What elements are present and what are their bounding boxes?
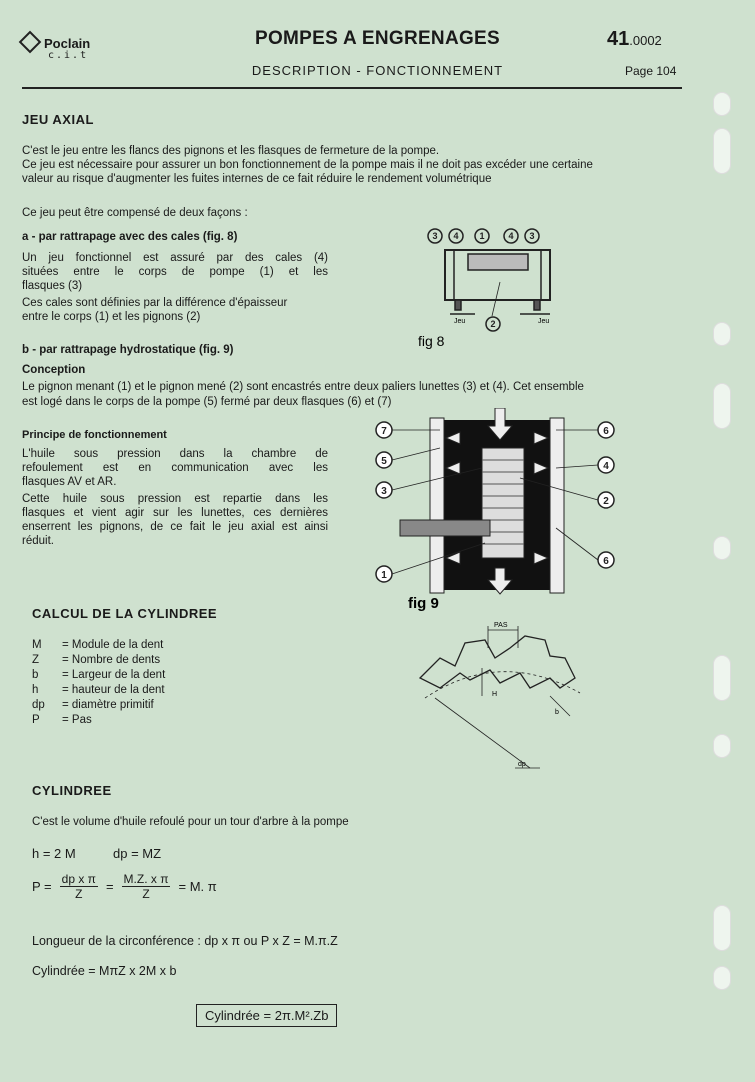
formula-part: = M. π (178, 879, 217, 894)
formula-dp: dp = MZ (113, 846, 162, 861)
document-number (607, 28, 662, 51)
binder-hole (713, 536, 731, 560)
label-6: 6 (603, 556, 609, 567)
label-7: 7 (381, 426, 387, 437)
gear-tooth-diagram (410, 618, 600, 778)
text-line: Un jeu fonctionnel est assuré par des cales (4) (22, 252, 328, 264)
label-1: 1 (381, 570, 387, 581)
denominator: Z (142, 887, 150, 901)
formula-h: h = 2 M (32, 846, 76, 861)
binder-hole (713, 655, 731, 701)
page-title: POMPES A ENGRENAGES (255, 28, 500, 49)
text-line: réduit. (22, 535, 54, 547)
binder-hole (713, 128, 731, 174)
definition: = Nombre de dents (62, 654, 161, 666)
text-line: situées entre le corps de pompe (1) et les (22, 266, 328, 278)
denominator: Z (75, 887, 83, 901)
text-line: flasques (3) (22, 280, 83, 292)
subheading-b: b - par rattrapage hydrostatique (fig. 9) (22, 344, 234, 356)
logo-text: Poclain (44, 36, 91, 51)
text-line: L'huile sous pression dans la chambre de (22, 448, 328, 460)
paragraph: Ce jeu peut être compensé de deux façons : (22, 207, 248, 219)
subheading-principe: Principe de fonctionnement (22, 429, 167, 441)
text-line: Le pignon menant (1) et le pignon mené (2) sont encastrés entre deux paliers lunettes (3) et (4). Cet ensemble (22, 381, 584, 393)
text-line: flasques et vient agir sur les lunettes, ces dernières (22, 507, 328, 519)
label-5: 5 (381, 456, 387, 467)
symbol: P (32, 714, 40, 726)
page-subtitle: DESCRIPTION - FONCTIONNEMENT (251, 63, 504, 78)
subheading-a: a - par rattrapage avec des cales (fig. 8) (22, 231, 238, 243)
pas-label: PAS (494, 622, 508, 629)
symbol: M (32, 639, 42, 651)
label-4: 4 (603, 461, 609, 472)
label-4: 4 (453, 231, 459, 241)
h-label: H (492, 691, 498, 698)
paragraph: C'est le jeu entre les flancs des pignons et les flasques de fermeture de la pompe. (22, 145, 440, 157)
definition-item (32, 653, 165, 668)
binder-hole (713, 905, 731, 951)
subheading-conception: Conception (22, 364, 86, 376)
label-4: 4 (508, 231, 514, 241)
formula-circonference: Longueur de la circonférence : dp x π ou P x Z = M.π.Z (32, 934, 338, 948)
definition-item (32, 713, 165, 728)
binder-hole (713, 734, 731, 758)
section-heading-jeu-axial: JEU AXIAL (22, 112, 94, 127)
doc-number-sub: .0002 (629, 33, 662, 48)
label-6: 6 (603, 426, 609, 437)
label-1: 1 (479, 231, 485, 241)
label-3: 3 (432, 231, 438, 241)
figure-8-caption: fig 8 (418, 333, 445, 349)
definition-item (32, 698, 165, 713)
doc-number-main: 41 (607, 28, 630, 50)
section-heading-cylindree: CYLINDREE (32, 783, 112, 798)
paragraph: valeur au risque d'augmenter les fuites internes de ce fait réduire le rendement volumétrique (22, 173, 492, 185)
definition-item (32, 683, 165, 698)
definition-item (32, 638, 165, 653)
definition: = Largeur de la dent (62, 669, 166, 681)
logo-subtext: c.i.t (48, 50, 89, 61)
numerator: M.Z. x π (123, 872, 169, 886)
definition: = diamètre primitif (62, 699, 154, 711)
label-2: 2 (490, 319, 496, 329)
binder-hole (713, 966, 731, 990)
symbol: Z (32, 654, 40, 666)
figure-9-caption: fig 9 (408, 595, 439, 612)
result-box: Cylindrée = 2π.M².Zb (196, 1004, 337, 1027)
binder-hole (713, 92, 731, 116)
fraction (60, 872, 98, 901)
definition-list (32, 638, 165, 728)
definition-item (32, 668, 165, 683)
text-line: entre le corps (1) et les pignons (2) (22, 311, 201, 323)
symbol: dp (32, 699, 45, 711)
text-line: flasques AV et AR. (22, 476, 117, 488)
header-rule (22, 87, 682, 89)
page-number: Page 104 (625, 64, 677, 78)
label-3: 3 (529, 231, 535, 241)
dp-label: dp (518, 761, 526, 768)
definition: = Pas (62, 714, 92, 726)
paragraph: C'est le volume d'huile refoulé pour un tour d'arbre à la pompe (32, 816, 349, 828)
definition: = hauteur de la dent (62, 684, 165, 696)
symbol: h (32, 684, 39, 696)
symbol: b (32, 669, 39, 681)
jeu-label-right: Jeu (538, 318, 550, 325)
text-line: Ces cales sont définies par la différence d'épaisseur (22, 297, 288, 309)
b-label: b (555, 709, 559, 716)
definition: = Module de la dent (62, 639, 164, 651)
jeu-label-left: Jeu (454, 318, 466, 325)
formula-part: = (105, 879, 114, 894)
text-line: Cette huile sous pression est repartie dans les (22, 493, 328, 505)
binder-hole (713, 322, 731, 346)
text-line: refoulement est en communication avec les (22, 462, 328, 474)
fraction (122, 872, 171, 901)
section-heading-calcul: CALCUL DE LA CYLINDREE (32, 606, 218, 621)
text-line: enserrent les pignons, de ce fait le jeu axial est ainsi (22, 521, 328, 533)
formula-part: P = (32, 879, 52, 894)
figure-9-diagram (370, 408, 635, 614)
formula-cylindree: Cylindrée = MπZ x 2M x b (32, 964, 177, 978)
figure-8-diagram (410, 222, 580, 352)
label-3: 3 (381, 486, 387, 497)
binder-hole (713, 383, 731, 429)
paragraph: Ce jeu est nécessaire pour assurer un bon fonctionnement de la pompe mais il ne doit pas excéder une certaine (22, 159, 593, 171)
text-line: est logé dans le corps de la pompe (5) fermé par deux flasques (6) et (7) (22, 396, 392, 408)
formula-pas (32, 872, 217, 901)
label-2: 2 (603, 496, 609, 507)
numerator: dp x π (61, 872, 96, 886)
